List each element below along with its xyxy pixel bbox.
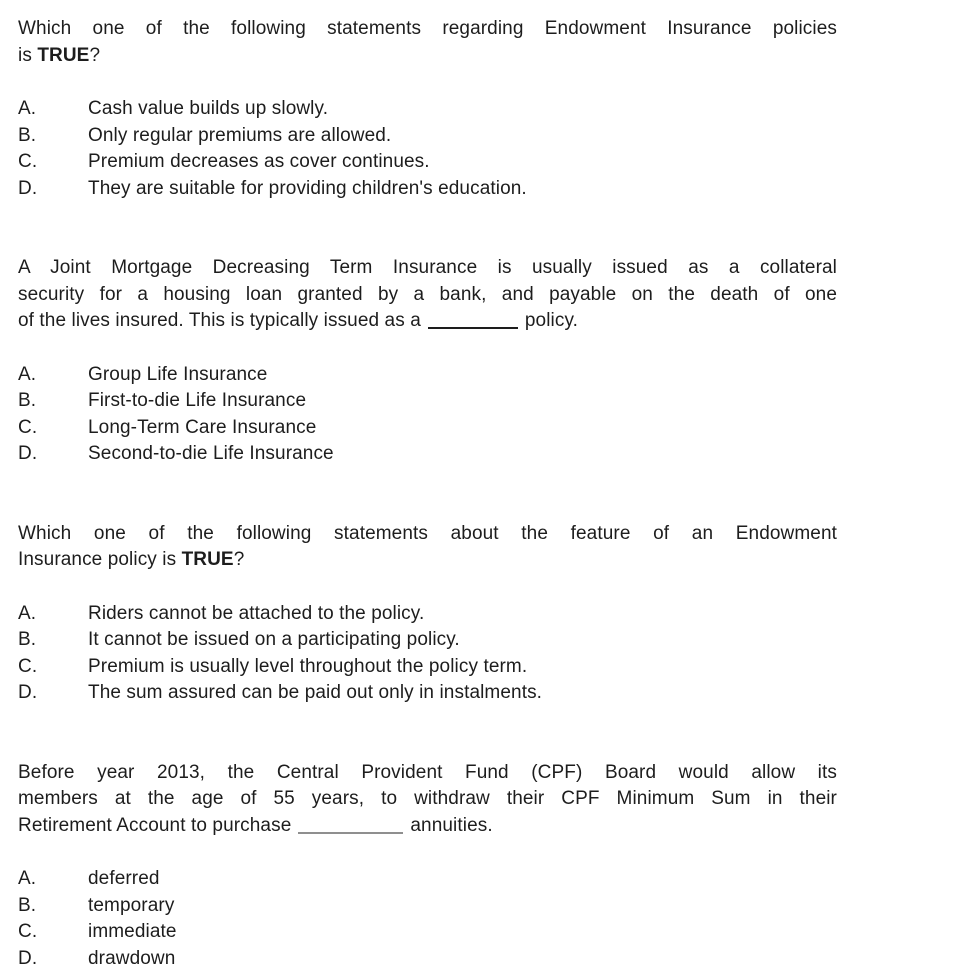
question-text: is (18, 44, 38, 66)
option-text: Cash value builds up slowly. (88, 98, 329, 119)
bold-emphasis: TRUE (37, 44, 90, 66)
option-text: Riders cannot be attached to the policy. (88, 602, 425, 624)
paragraph-line (18, 521, 837, 548)
option-text: immediate (88, 921, 177, 942)
option-text: First-to-die Life Insurance (88, 390, 307, 411)
question-paragraph (18, 521, 837, 574)
option-text: temporary (88, 894, 175, 916)
option-letter: A. (18, 868, 37, 889)
option-row (18, 415, 837, 442)
question-paragraph (18, 255, 837, 335)
options-list (18, 866, 837, 972)
option-letter: A. (18, 98, 37, 119)
question-text: A Joint Mortgage Decreasing Term Insurance is usually issued as a collateral (18, 257, 837, 278)
option-letter: A. (18, 602, 37, 624)
option-letter: C. (18, 151, 38, 172)
question-block (18, 521, 837, 707)
option-row (18, 866, 837, 893)
paragraph-line (18, 813, 837, 840)
option-text: Group Life Insurance (88, 363, 268, 385)
blank-line (428, 325, 518, 329)
question-text: policy. (524, 310, 579, 331)
paragraph-line (18, 43, 837, 70)
option-letter: D. (18, 682, 38, 703)
option-row (18, 627, 837, 654)
option-text: drawdown (88, 947, 176, 969)
question-text: Insurance policy is (18, 549, 182, 570)
option-row (18, 441, 837, 468)
paragraph-line (18, 16, 837, 43)
option-letter: B. (18, 390, 37, 411)
option-row (18, 919, 837, 946)
option-row (18, 601, 837, 628)
option-letter: C. (18, 655, 38, 677)
option-text: Long-Term Care Insurance (88, 416, 317, 438)
option-text: The sum assured can be paid out only in instalments. (88, 682, 543, 703)
option-letter: B. (18, 629, 37, 650)
question-text: security for a housing loan granted by a bank, and payable on the death of one (18, 283, 837, 305)
option-row (18, 680, 837, 707)
question-text: of the lives insured. This is typically issued as a (18, 310, 421, 331)
option-text: Premium decreases as cover continues. (88, 151, 430, 172)
option-text: Only regular premiums are allowed. (88, 124, 392, 146)
option-letter: A. (18, 363, 37, 385)
question-paragraph (18, 16, 837, 69)
options-list (18, 362, 837, 468)
option-text: They are suitable for providing children's education. (88, 177, 527, 199)
question-block (18, 255, 837, 468)
question-text: ? (89, 44, 101, 66)
option-letter: D. (18, 947, 38, 969)
option-row (18, 96, 837, 123)
option-row (18, 388, 837, 415)
option-row (18, 654, 837, 681)
paragraph-line (18, 255, 837, 282)
bold-emphasis: TRUE (181, 549, 234, 570)
option-row (18, 362, 837, 389)
paragraph-line (18, 786, 837, 813)
option-letter: C. (18, 416, 38, 438)
option-row (18, 893, 837, 920)
question-text: Which one of the following statements about the feature of an Endowment (18, 522, 837, 544)
option-row (18, 946, 837, 973)
option-text: deferred (88, 868, 160, 889)
option-letter: D. (18, 443, 38, 464)
question-block (18, 16, 837, 202)
option-letter: D. (18, 177, 38, 199)
question-text: ? (233, 549, 245, 570)
option-letter: B. (18, 894, 37, 916)
question-text: Retirement Account to purchase (18, 814, 292, 836)
option-letter: B. (18, 124, 37, 146)
paragraph-line (18, 282, 837, 309)
paragraph-line (18, 547, 837, 574)
option-row (18, 176, 837, 203)
blank-line (298, 830, 403, 834)
question-text: Which one of the following statements regarding Endowment Insurance policies (18, 18, 837, 39)
option-text: Second-to-die Life Insurance (88, 443, 334, 464)
option-letter: C. (18, 921, 38, 942)
paragraph-line (18, 308, 837, 335)
options-list (18, 601, 837, 707)
question-text: members at the age of 55 years, to withdraw their CPF Minimum Sum in their (18, 788, 837, 809)
question-paragraph (18, 760, 837, 840)
option-text: It cannot be issued on a participating policy. (88, 629, 460, 650)
paragraph-line (18, 760, 837, 787)
option-row (18, 149, 837, 176)
options-list (18, 96, 837, 202)
question-text: Before year 2013, the Central Provident Fund (CPF) Board would allow its (18, 761, 837, 783)
question-block (18, 760, 837, 973)
option-row (18, 123, 837, 150)
question-text: annuities. (410, 814, 493, 836)
option-text: Premium is usually level throughout the policy term. (88, 655, 528, 677)
